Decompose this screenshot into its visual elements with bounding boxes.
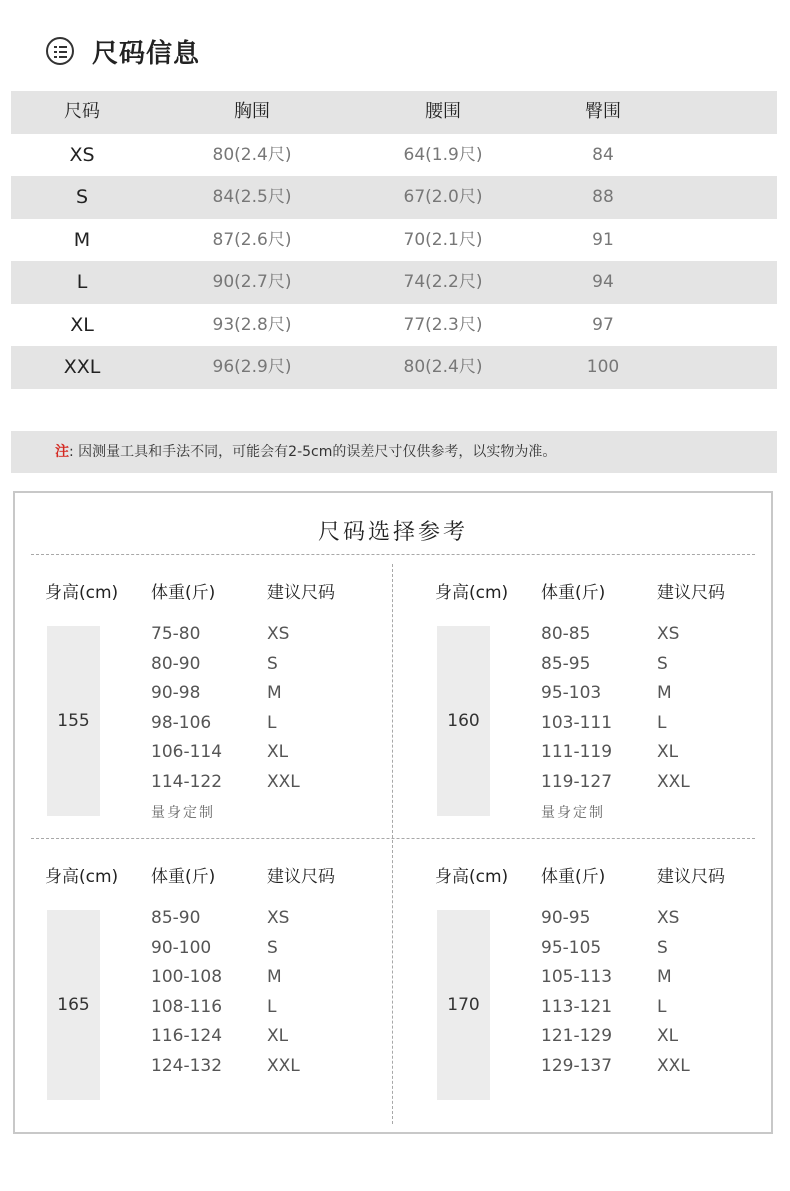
suggested-size: M	[657, 967, 672, 987]
cell-size: XS	[69, 143, 95, 166]
suggested-size: XL	[267, 1026, 289, 1046]
height-value: 155	[47, 626, 100, 816]
reference-group-155	[29, 578, 399, 858]
page-title: 尺码信息	[92, 38, 201, 69]
col-header-size: 建议尺码	[657, 583, 725, 603]
cell-waist: 74(2.2尺)	[403, 272, 483, 292]
weight-range: 124-132	[151, 1055, 223, 1076]
table-row	[11, 134, 777, 177]
suggested-size: XXL	[657, 1055, 690, 1076]
table-row	[11, 176, 777, 219]
suggested-size: XS	[657, 908, 680, 928]
weight-range: 105-113	[541, 967, 613, 987]
note-body: : 因测量工具和手法不同，可能会有2-5cm的误差尺寸仅供参考，以实物为准。	[69, 444, 557, 460]
col-header-height: 身高(cm)	[45, 583, 119, 603]
reference-group-165	[29, 862, 399, 1142]
cell-bust: 90(2.7尺)	[212, 272, 292, 292]
header-hip: 臀围	[585, 101, 621, 122]
weight-range: 113-121	[541, 996, 613, 1017]
weight-range: 80-85	[541, 624, 591, 644]
suggested-size: XXL	[267, 771, 300, 792]
size-table	[11, 91, 777, 389]
note-text	[55, 431, 556, 473]
suggested-size: M	[267, 683, 282, 703]
weight-range: 95-103	[541, 683, 602, 703]
section-header	[46, 33, 200, 69]
col-header-weight: 体重(斤)	[541, 583, 606, 603]
suggested-size: XS	[267, 624, 290, 644]
suggested-size: S	[267, 937, 278, 958]
cell-waist: 70(2.1尺)	[403, 229, 483, 250]
size-reference-panel	[13, 491, 773, 1134]
weight-range: 103-111	[541, 712, 613, 733]
table-row	[11, 219, 777, 262]
height-value: 165	[47, 910, 100, 1100]
cell-size: XL	[70, 313, 94, 336]
table-row	[11, 346, 777, 389]
divider-line	[31, 554, 755, 555]
custom-tailoring-label: 量身定制	[541, 805, 605, 821]
cell-waist: 80(2.4尺)	[403, 357, 483, 377]
suggested-size: XL	[657, 742, 679, 762]
cell-bust: 84(2.5尺)	[212, 187, 292, 207]
reference-group-170	[419, 862, 789, 1142]
note-label: 注	[55, 444, 69, 460]
col-header-size: 建议尺码	[267, 583, 335, 603]
suggested-size: XS	[657, 624, 680, 644]
suggested-size: S	[657, 653, 668, 674]
cell-bust: 80(2.4尺)	[212, 144, 292, 165]
suggested-size: L	[267, 996, 277, 1017]
weight-range: 121-129	[541, 1026, 613, 1046]
col-header-weight: 体重(斤)	[541, 867, 606, 887]
weight-range: 119-127	[541, 771, 613, 792]
weight-range: 85-90	[151, 908, 201, 928]
suggested-size: L	[657, 996, 667, 1017]
col-header-size: 建议尺码	[657, 867, 725, 887]
col-header-height: 身高(cm)	[435, 583, 509, 603]
reference-title: 尺码选择参考	[317, 520, 468, 545]
suggested-size: S	[657, 937, 668, 958]
cell-hip: 94	[592, 272, 614, 292]
suggested-size: XXL	[267, 1055, 300, 1076]
cell-hip: 97	[592, 314, 614, 335]
col-header-weight: 体重(斤)	[151, 583, 216, 603]
suggested-size: XL	[267, 742, 289, 762]
weight-range: 95-105	[541, 937, 602, 958]
weight-range: 108-116	[151, 996, 223, 1017]
col-header-height: 身高(cm)	[45, 867, 119, 887]
weight-range: 90-100	[151, 937, 212, 958]
cell-bust: 87(2.6尺)	[212, 229, 292, 250]
weight-range: 116-124	[151, 1026, 223, 1046]
custom-tailoring-label: 量身定制	[151, 805, 215, 821]
cell-bust: 93(2.8尺)	[212, 314, 292, 335]
cell-hip: 100	[586, 357, 620, 377]
note-bar	[11, 431, 777, 473]
col-header-size: 建议尺码	[267, 867, 335, 887]
weight-range: 100-108	[151, 967, 223, 987]
suggested-size: L	[267, 712, 277, 733]
col-header-weight: 体重(斤)	[151, 867, 216, 887]
cell-hip: 91	[592, 229, 614, 250]
weight-range: 85-95	[541, 653, 591, 674]
suggested-size: XS	[267, 908, 290, 928]
cell-hip: 84	[592, 144, 614, 165]
cell-size: M	[73, 228, 91, 251]
cell-waist: 77(2.3尺)	[403, 314, 483, 335]
table-row	[11, 304, 777, 347]
col-header-height: 身高(cm)	[435, 867, 509, 887]
header-size: 尺码	[64, 101, 100, 122]
height-value: 160	[437, 626, 490, 816]
weight-range: 90-98	[151, 683, 201, 703]
cell-waist: 67(2.0尺)	[403, 187, 483, 207]
weight-range: 98-106	[151, 712, 212, 733]
weight-range: 80-90	[151, 653, 201, 674]
cell-size: XXL	[63, 356, 101, 378]
weight-range: 106-114	[151, 742, 223, 762]
cell-bust: 96(2.9尺)	[212, 357, 292, 377]
suggested-size: XXL	[657, 771, 690, 792]
table-header-row	[11, 91, 777, 134]
height-value: 170	[437, 910, 490, 1100]
weight-range: 75-80	[151, 624, 201, 644]
suggested-size: XL	[657, 1026, 679, 1046]
suggested-size: L	[657, 712, 667, 733]
suggested-size: S	[267, 653, 278, 674]
suggested-size: M	[657, 683, 672, 703]
cell-hip: 88	[592, 187, 614, 207]
header-waist: 腰围	[425, 101, 461, 122]
list-icon	[46, 37, 74, 65]
cell-size: S	[75, 186, 89, 208]
weight-range: 111-119	[541, 742, 613, 762]
weight-range: 90-95	[541, 908, 591, 928]
cell-waist: 64(1.9尺)	[403, 144, 483, 165]
weight-range: 114-122	[151, 771, 223, 792]
weight-range: 129-137	[541, 1055, 613, 1076]
table-row	[11, 261, 777, 304]
suggested-size: M	[267, 967, 282, 987]
reference-group-160	[419, 578, 789, 858]
cell-size: L	[76, 271, 88, 293]
header-bust: 胸围	[234, 101, 270, 122]
